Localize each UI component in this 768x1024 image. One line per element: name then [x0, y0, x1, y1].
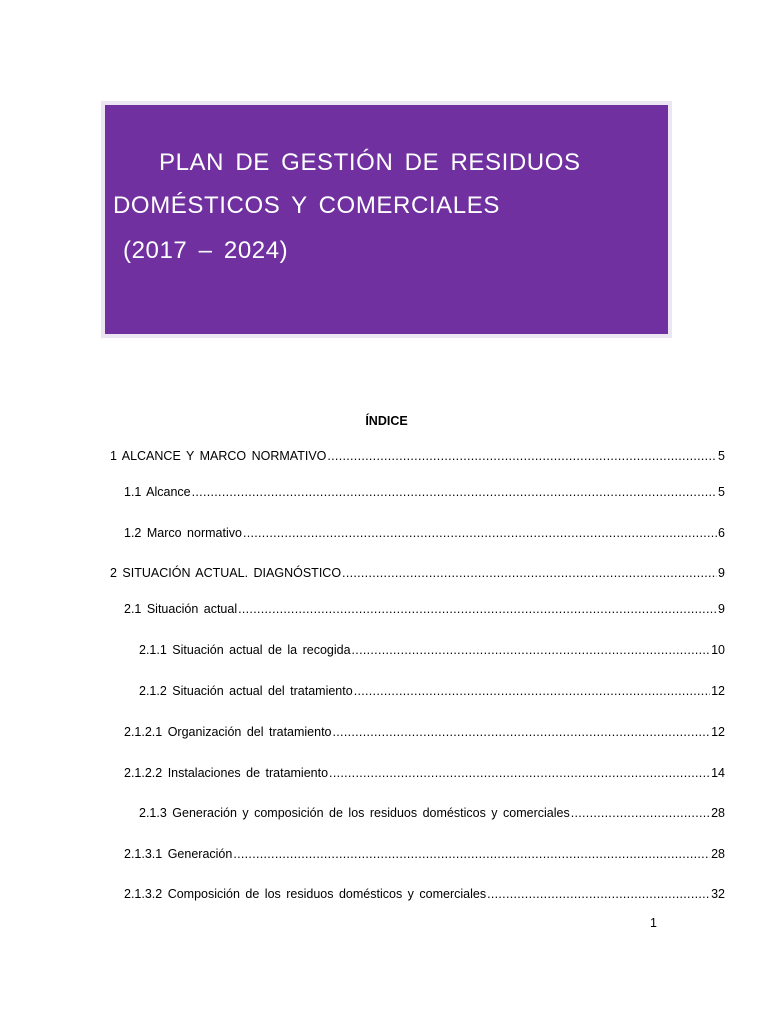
toc-entry-label: 1.2 Marco normativo	[124, 526, 242, 540]
toc-dot-leader	[571, 806, 710, 820]
toc-entry-page: 6	[718, 526, 725, 540]
toc-dot-leader	[333, 725, 711, 739]
toc-entry[interactable]	[124, 485, 725, 503]
toc-entry[interactable]	[124, 725, 725, 743]
toc-dot-leader	[342, 566, 717, 580]
toc-entry-label: 2.1.1 Situación actual de la recogida	[139, 643, 351, 657]
toc-entry-label: 2.1.2 Situación actual del tratamiento	[139, 684, 353, 698]
toc-entry-label: 2 SITUACIÓN ACTUAL. DIAGNÓSTICO	[110, 566, 342, 580]
title-banner	[101, 101, 672, 338]
toc-entry-page: 32	[711, 887, 725, 901]
toc-entry-page: 5	[718, 485, 725, 499]
toc-entry[interactable]	[110, 449, 725, 467]
toc-entry[interactable]	[139, 806, 725, 824]
toc-dot-leader	[233, 847, 710, 861]
toc-entry-page: 14	[711, 766, 725, 780]
page-number: 1	[650, 916, 657, 930]
document-title-years: (2017 – 2024)	[123, 237, 289, 264]
toc-entry-page: 9	[718, 602, 725, 616]
toc-entry-label: 2.1.2.2 Instalaciones de tratamiento	[124, 766, 329, 780]
index-heading: ÍNDICE	[365, 414, 408, 428]
toc-entry-page: 9	[718, 566, 725, 580]
toc-entry-label: 1.1 Alcance	[124, 485, 191, 499]
toc-entry-label: 2.1.3.2 Composición de los residuos domésticos y comerciales	[124, 887, 487, 901]
title-banner-fill	[105, 105, 668, 334]
toc-dot-leader	[487, 887, 710, 901]
toc-entry[interactable]	[124, 847, 725, 865]
toc-dot-leader	[238, 602, 717, 616]
document-title-line-1: PLAN DE GESTIÓN DE RESIDUOS	[159, 149, 581, 176]
toc-dot-leader	[327, 449, 717, 463]
toc-dot-leader	[192, 485, 717, 499]
toc-entry[interactable]	[110, 566, 725, 584]
toc-entry[interactable]	[139, 643, 725, 661]
toc-dot-leader	[354, 684, 710, 698]
toc-entry-page: 12	[711, 684, 725, 698]
toc-entry-label: 2.1.3 Generación y composición de los residuos domésticos y comerciales	[139, 806, 570, 820]
toc-dot-leader	[352, 643, 711, 657]
toc-entry-page: 10	[711, 643, 725, 657]
toc-entry-label: 2.1 Situación actual	[124, 602, 238, 616]
toc-entry[interactable]	[139, 684, 725, 702]
toc-entry[interactable]	[124, 766, 725, 784]
toc-entry-page: 12	[711, 725, 725, 739]
toc-entry-page: 28	[711, 847, 725, 861]
toc-dot-leader	[329, 766, 710, 780]
document-title-line-2: DOMÉSTICOS Y COMERCIALES	[113, 192, 500, 219]
toc-entry-page: 5	[718, 449, 725, 463]
toc-entry-label: 1 ALCANCE Y MARCO NORMATIVO	[110, 449, 327, 463]
toc-entry[interactable]	[124, 526, 725, 544]
toc-entry[interactable]	[124, 602, 725, 620]
toc-entry-label: 2.1.3.1 Generación	[124, 847, 233, 861]
toc-entry-page: 28	[711, 806, 725, 820]
toc-entry-label: 2.1.2.1 Organización del tratamiento	[124, 725, 332, 739]
toc-entry[interactable]	[124, 887, 725, 905]
toc-dot-leader	[243, 526, 717, 540]
